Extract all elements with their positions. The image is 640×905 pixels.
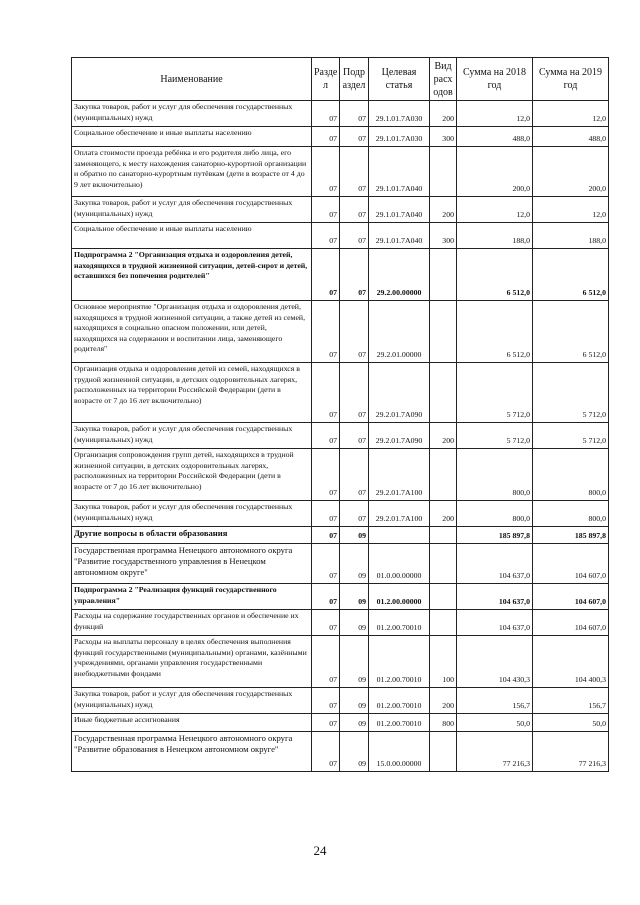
row-sum-2018: 800,0 xyxy=(457,501,533,527)
row-expense-type: 200 xyxy=(430,197,457,223)
table-row xyxy=(72,127,609,147)
row-sum-2019: 77 216,3 xyxy=(533,732,609,772)
row-subsection: 09 xyxy=(340,732,369,772)
row-sum-2018: 104 430,3 xyxy=(457,636,533,688)
row-subsection: 09 xyxy=(340,527,369,544)
table-row xyxy=(72,610,609,636)
row-target: 29.1.01.7А030 xyxy=(369,127,430,147)
row-expense-type: 800 xyxy=(430,714,457,732)
row-sum-2019: 200,0 xyxy=(533,147,609,197)
header-subsection: Подр аздел xyxy=(340,58,369,101)
table-row xyxy=(72,688,609,714)
header-expense-type: Вид расх одов xyxy=(430,58,457,101)
row-name: Основное мероприятие "Организация отдыха и оздоровления детей, находящихся в трудной жизненной ситуации, а также детей из семей, находящихся в социально опасном положении, или детей, находящихся на содержании и воспитании лица, заменяющего родителя" xyxy=(72,301,312,363)
row-expense-type xyxy=(430,249,457,301)
row-sum-2018: 50,0 xyxy=(457,714,533,732)
table-header-row xyxy=(72,58,609,101)
row-expense-type xyxy=(430,610,457,636)
row-sum-2018: 488,0 xyxy=(457,127,533,147)
row-sum-2019: 104 607,0 xyxy=(533,584,609,610)
header-sum-2019: Сумма на 2019 год xyxy=(533,58,609,101)
row-section: 07 xyxy=(312,423,340,449)
row-subsection: 09 xyxy=(340,584,369,610)
row-sum-2019: 800,0 xyxy=(533,449,609,501)
row-sum-2018: 104 637,0 xyxy=(457,584,533,610)
row-name: Расходы на содержание государственных органов и обеспечение их функций xyxy=(72,610,312,636)
table-row xyxy=(72,147,609,197)
row-subsection: 07 xyxy=(340,223,369,249)
row-section: 07 xyxy=(312,544,340,584)
row-target: 29.1.01.7А040 xyxy=(369,147,430,197)
row-sum-2019: 50,0 xyxy=(533,714,609,732)
row-section: 07 xyxy=(312,223,340,249)
row-expense-type xyxy=(430,527,457,544)
row-name: Социальное обеспечение и иные выплаты населению xyxy=(72,223,312,249)
row-sum-2018: 185 897,8 xyxy=(457,527,533,544)
row-name: Закупка товаров, работ и услуг для обеспечения государственных (муниципальных) нужд xyxy=(72,688,312,714)
row-sum-2018: 77 216,3 xyxy=(457,732,533,772)
row-name: Подпрограмма 2 "Организация отдыха и оздоровления детей, находящихся в трудной жизненной ситуации, детей-сирот и детей, оставшихся без попечения родителей" xyxy=(72,249,312,301)
row-subsection: 09 xyxy=(340,544,369,584)
row-section: 07 xyxy=(312,527,340,544)
row-subsection: 07 xyxy=(340,449,369,501)
row-section: 07 xyxy=(312,147,340,197)
row-name: Государственная программа Ненецкого автономного округа "Развитие образования в Ненецком автономном округе" xyxy=(72,732,312,772)
row-target: 29.1.01.7А040 xyxy=(369,197,430,223)
row-target: 29.1.01.7А030 xyxy=(369,101,430,127)
row-sum-2019: 6 512,0 xyxy=(533,301,609,363)
row-name: Организация сопровождения групп детей, находящихся в трудной жизненной ситуации, в детских оздоровительных лагерях, расположенных на территории Российской Федерации (дети в возрасте от 7 до 16 лет включительно) xyxy=(72,449,312,501)
row-expense-type: 200 xyxy=(430,101,457,127)
row-name: Иные бюджетные ассигнования xyxy=(72,714,312,732)
table-row xyxy=(72,301,609,363)
row-subsection: 07 xyxy=(340,423,369,449)
table-row xyxy=(72,714,609,732)
table-row xyxy=(72,636,609,688)
table-row xyxy=(72,544,609,584)
row-sum-2019: 5 712,0 xyxy=(533,363,609,423)
row-section: 07 xyxy=(312,449,340,501)
table-row xyxy=(72,423,609,449)
row-target: 01.2.00.70010 xyxy=(369,688,430,714)
row-subsection: 07 xyxy=(340,101,369,127)
row-expense-type xyxy=(430,584,457,610)
row-name: Оплата стоимости проезда ребёнка и его родителя либо лица, его заменяющего, к месту нахождения санаторно-курортной организации и обратно по санаторно-курортным путёвкам (дети в возрасте от 4 до 9 лет включительно) xyxy=(72,147,312,197)
table-row xyxy=(72,527,609,544)
row-sum-2018: 104 637,0 xyxy=(457,610,533,636)
row-subsection: 09 xyxy=(340,714,369,732)
row-subsection: 07 xyxy=(340,127,369,147)
row-sum-2019: 12,0 xyxy=(533,101,609,127)
row-section: 07 xyxy=(312,363,340,423)
page-number: 24 xyxy=(313,843,327,858)
row-section: 07 xyxy=(312,610,340,636)
row-name: Государственная программа Ненецкого автономного округа "Развитие государственного управления в Ненецком автономном округе" xyxy=(72,544,312,584)
row-name: Закупка товаров, работ и услуг для обеспечения государственных (муниципальных) нужд xyxy=(72,197,312,223)
row-sum-2019: 185 897,8 xyxy=(533,527,609,544)
row-section: 07 xyxy=(312,732,340,772)
table-row xyxy=(72,449,609,501)
row-subsection: 09 xyxy=(340,636,369,688)
row-target: 29.2.00.00000 xyxy=(369,249,430,301)
table-row xyxy=(72,732,609,772)
row-expense-type: 200 xyxy=(430,688,457,714)
row-name: Расходы на выплаты персоналу в целях обеспечения выполнения функций государственными (муниципальными) органами, казёнными учреждениями, органами управления государственными внебюджетными фондами xyxy=(72,636,312,688)
row-section: 07 xyxy=(312,197,340,223)
row-subsection: 09 xyxy=(340,610,369,636)
row-section: 07 xyxy=(312,249,340,301)
row-sum-2018: 188,0 xyxy=(457,223,533,249)
row-expense-type xyxy=(430,147,457,197)
row-section: 07 xyxy=(312,301,340,363)
row-expense-type: 300 xyxy=(430,223,457,249)
table-row xyxy=(72,197,609,223)
table-row xyxy=(72,249,609,301)
row-subsection: 07 xyxy=(340,301,369,363)
row-target: 29.1.01.7А040 xyxy=(369,223,430,249)
row-sum-2019: 5 712,0 xyxy=(533,423,609,449)
row-expense-type: 200 xyxy=(430,423,457,449)
table-row xyxy=(72,584,609,610)
row-sum-2018: 5 712,0 xyxy=(457,423,533,449)
header-sum-2018: Сумма на 2018 год xyxy=(457,58,533,101)
table-row xyxy=(72,501,609,527)
row-sum-2019: 800,0 xyxy=(533,501,609,527)
row-sum-2018: 156,7 xyxy=(457,688,533,714)
row-sum-2019: 188,0 xyxy=(533,223,609,249)
row-sum-2019: 156,7 xyxy=(533,688,609,714)
row-section: 07 xyxy=(312,714,340,732)
row-target xyxy=(369,527,430,544)
row-target: 01.0.00.00000 xyxy=(369,544,430,584)
row-sum-2018: 6 512,0 xyxy=(457,301,533,363)
row-target: 15.0.00.00000 xyxy=(369,732,430,772)
row-sum-2019: 104 607,0 xyxy=(533,610,609,636)
row-target: 29.2.01.7А090 xyxy=(369,363,430,423)
row-target: 29.2.01.7А090 xyxy=(369,423,430,449)
row-sum-2018: 800,0 xyxy=(457,449,533,501)
row-target: 01.2.00.70010 xyxy=(369,714,430,732)
row-subsection: 07 xyxy=(340,363,369,423)
row-expense-type: 100 xyxy=(430,636,457,688)
row-name: Подпрограмма 2 "Реализация функций государственного управления" xyxy=(72,584,312,610)
header-section: Разде л xyxy=(312,58,340,101)
row-section: 07 xyxy=(312,584,340,610)
row-section: 07 xyxy=(312,688,340,714)
row-name: Организация отдыха и оздоровления детей из семей, находящихся в трудной жизненной ситуации, в детских оздоровительных лагерях, расположенных на территории Российской Федерации (дети в возрасте от 7 до 16 лет включительно) xyxy=(72,363,312,423)
row-expense-type: 200 xyxy=(430,501,457,527)
row-name: Закупка товаров, работ и услуг для обеспечения государственных (муниципальных) нужд xyxy=(72,501,312,527)
table-row xyxy=(72,101,609,127)
row-subsection: 07 xyxy=(340,147,369,197)
row-sum-2018: 12,0 xyxy=(457,101,533,127)
row-subsection: 09 xyxy=(340,688,369,714)
row-expense-type xyxy=(430,363,457,423)
header-target: Целевая статья xyxy=(369,58,430,101)
row-sum-2019: 12,0 xyxy=(533,197,609,223)
row-sum-2018: 200,0 xyxy=(457,147,533,197)
row-target: 29.2.01.00000 xyxy=(369,301,430,363)
budget-table xyxy=(71,57,609,772)
row-name: Закупка товаров, работ и услуг для обеспечения государственных (муниципальных) нужд xyxy=(72,101,312,127)
row-target: 29.2.01.7А100 xyxy=(369,501,430,527)
row-section: 07 xyxy=(312,101,340,127)
row-target: 01.2.00.00000 xyxy=(369,584,430,610)
row-sum-2019: 104 400,3 xyxy=(533,636,609,688)
row-sum-2019: 488,0 xyxy=(533,127,609,147)
row-subsection: 07 xyxy=(340,197,369,223)
row-sum-2018: 12,0 xyxy=(457,197,533,223)
header-name: Наименование xyxy=(72,58,312,101)
row-name: Социальное обеспечение и иные выплаты населению xyxy=(72,127,312,147)
row-sum-2018: 6 512,0 xyxy=(457,249,533,301)
row-expense-type: 300 xyxy=(430,127,457,147)
row-subsection: 07 xyxy=(340,501,369,527)
row-sum-2019: 104 607,0 xyxy=(533,544,609,584)
row-target: 29.2.01.7А100 xyxy=(369,449,430,501)
row-expense-type xyxy=(430,301,457,363)
row-sum-2018: 104 637,0 xyxy=(457,544,533,584)
table-body xyxy=(72,101,609,772)
row-section: 07 xyxy=(312,127,340,147)
row-expense-type xyxy=(430,449,457,501)
row-name: Закупка товаров, работ и услуг для обеспечения государственных (муниципальных) нужд xyxy=(72,423,312,449)
row-target: 01.2.00.70010 xyxy=(369,636,430,688)
row-sum-2018: 5 712,0 xyxy=(457,363,533,423)
row-sum-2019: 6 512,0 xyxy=(533,249,609,301)
row-section: 07 xyxy=(312,501,340,527)
row-section: 07 xyxy=(312,636,340,688)
row-subsection: 07 xyxy=(340,249,369,301)
table-row xyxy=(72,223,609,249)
row-expense-type xyxy=(430,544,457,584)
row-expense-type xyxy=(430,732,457,772)
row-name: Другие вопросы в области образования xyxy=(72,527,312,544)
row-target: 01.2.00.70010 xyxy=(369,610,430,636)
table-row xyxy=(72,363,609,423)
